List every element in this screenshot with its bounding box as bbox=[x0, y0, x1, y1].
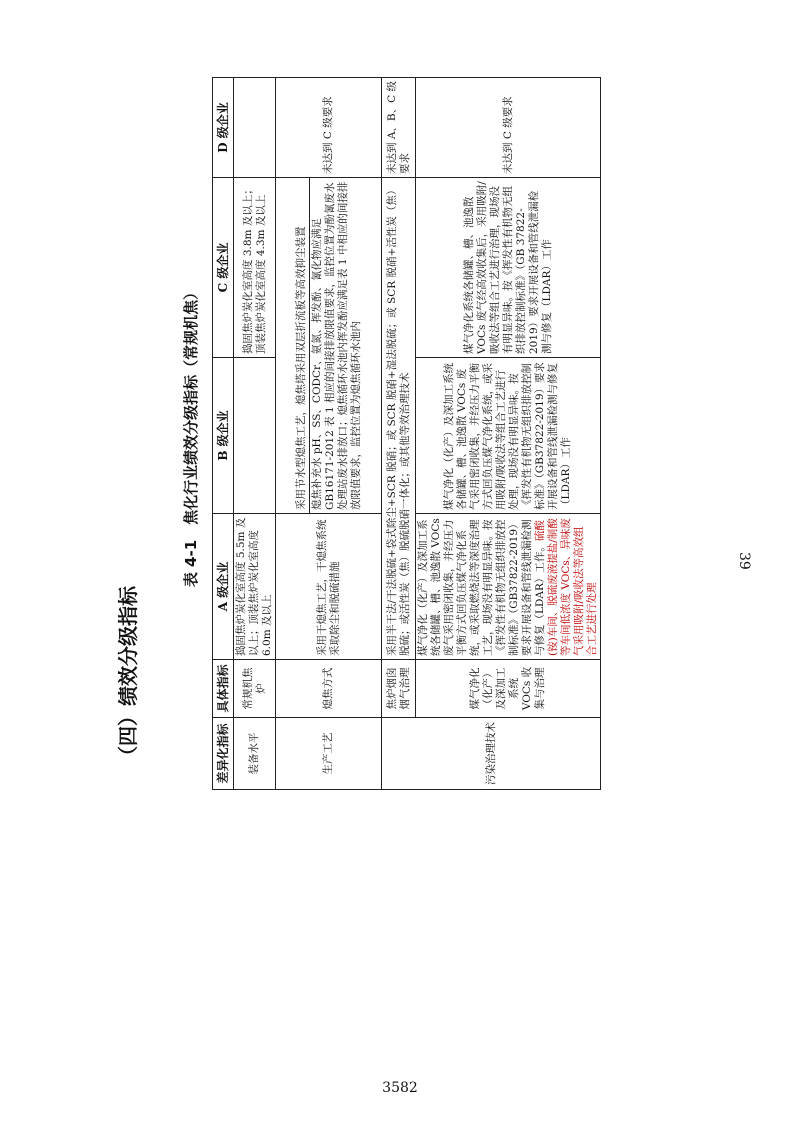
cell-a-equipment: 捣固焦炉炭化室高度 5.5m 及以上；顶装焦炉炭化室高度 6.0m 及以上 bbox=[234, 514, 276, 660]
indicator-quenching: 熄焦方式 bbox=[276, 660, 382, 718]
cell-c-vocs: 煤气净化系统各储罐、槽、池逸散 VOCs 废气经高效收集后，采用吸附/吸收法等组合工艺进行治理，现场没有明显异味。按《挥发性有机物无组织排放控制标准》（GB 37822-2019）要求开展设备和管线泄漏检测与修复（LDAR）工作 bbox=[416, 178, 601, 358]
cell-d-flue-gas: 未达到 A、B、C 级要求 bbox=[382, 78, 416, 178]
cell-b-vocs: 煤气净化（化产）及深加工系统各储罐、槽、池逸散 VOCs 废气采用密闭收集，并经压力平衡方式回负压煤气净化系统，或采用吸附/吸收法等组合工艺进行处理，现场没有明显异味。按《挥发性有机物无组织排放控制标准》（GB37822-2019）要求开展设备和管线泄漏检测与修复（LDAR）工作 bbox=[416, 358, 601, 514]
cell-b-equipment-empty bbox=[234, 358, 276, 514]
header-grade-b: B 级企业 bbox=[213, 358, 234, 514]
a-vocs-highlight: 硫酸(铵)车间、脱硫废液提盐/制酸等车间低浓度 VOCs、异味废气采用吸附/吸收法等高效组合工艺进行处理 bbox=[534, 518, 598, 656]
category-process: 生产工艺 bbox=[276, 718, 382, 790]
table-header-row bbox=[213, 78, 234, 790]
indicator-flue-gas: 焦炉烟囱烟气治理 bbox=[382, 660, 416, 718]
cell-abc-flue-gas: 采用半干法/干法脱硫+袋式除尘+SCR 脱硝；或 SCR 脱硝+湿法脱硫；或 SCR 脱硝+活性炭（焦）脱硫；或活性炭（焦）脱硫脱硝一体化；或其他等效治理技术 bbox=[382, 178, 416, 660]
rotated-page-content bbox=[94, 78, 614, 794]
category-equipment: 装备水平 bbox=[234, 718, 276, 790]
cell-bc-quenching bbox=[276, 178, 382, 514]
cell-a-vocs bbox=[416, 514, 601, 660]
header-grade-c: C 级企业 bbox=[213, 178, 234, 358]
quenching-tower-requirement: 采用节水型熄焦工艺，熄焦塔采用双层折流板等高效抑尘装置 bbox=[294, 178, 310, 513]
header-indicator: 具体指标 bbox=[213, 660, 234, 718]
performance-grading-table bbox=[212, 77, 601, 790]
header-grade-a: A 级企业 bbox=[213, 514, 234, 660]
table-row bbox=[276, 78, 382, 790]
page-number: 39 bbox=[736, 552, 752, 570]
header-category: 差异化指标 bbox=[213, 718, 234, 790]
header-grade-d: D 级企业 bbox=[213, 78, 234, 178]
cell-c-equipment: 捣固焦炉炭化室高度 3.8m 及以上；顶装焦炉炭化室高度 4.3m 及以上 bbox=[234, 178, 276, 358]
a-vocs-text: 煤气净化（化产）及深加工系统各储罐、槽、池逸散 VOCs 废气采用密闭收集，并经压力平衡方式回负压煤气净化系统，或采取燃烧法等深度治理工艺，现场没有明显异味。按《挥发性有机物无组织排放控制标准》（GB37822-2019）要求开展设备和管线泄漏检测与修复（LDAR）工作。 bbox=[417, 518, 546, 656]
quenching-water-requirement: 熄焦补充水 pH、SS、CODCr、氨氮、挥发酚、氰化物应满足 GB16171-2012 表 1 相应的间接排放限值要求，监控位置为酚氰废水处理站废水排放口；熄焦循环水池内挥发酚应满足表 1 中相应的间接排放限值要求，监控位置为熄焦循环水池内 bbox=[310, 181, 362, 510]
category-pollution-control: 污染治理技术 bbox=[382, 718, 601, 790]
table-row bbox=[416, 78, 601, 790]
footer-code: 3582 bbox=[382, 1080, 418, 1096]
table-caption: 表 4-1 焦化行业绩效分级指标（常规机焦） bbox=[182, 284, 200, 588]
indicator-vocs: 煤气净化（化产）及深加工系统 VOCs 收集与治理 bbox=[416, 660, 601, 718]
indicator-coke-oven: 常规机焦炉 bbox=[234, 660, 276, 718]
cell-d-equipment-empty bbox=[234, 78, 276, 178]
table-row bbox=[234, 78, 276, 790]
section-title: （四）绩效分级指标 bbox=[116, 586, 140, 766]
table-row bbox=[382, 78, 416, 790]
cell-a-quenching: 采用干熄焦工艺，干熄焦系统采取除尘和脱硫措施 bbox=[276, 514, 382, 660]
cell-d-quenching: 未达到 C 级要求 bbox=[276, 78, 382, 178]
cell-d-vocs: 未达到 C 级要求 bbox=[416, 78, 601, 178]
